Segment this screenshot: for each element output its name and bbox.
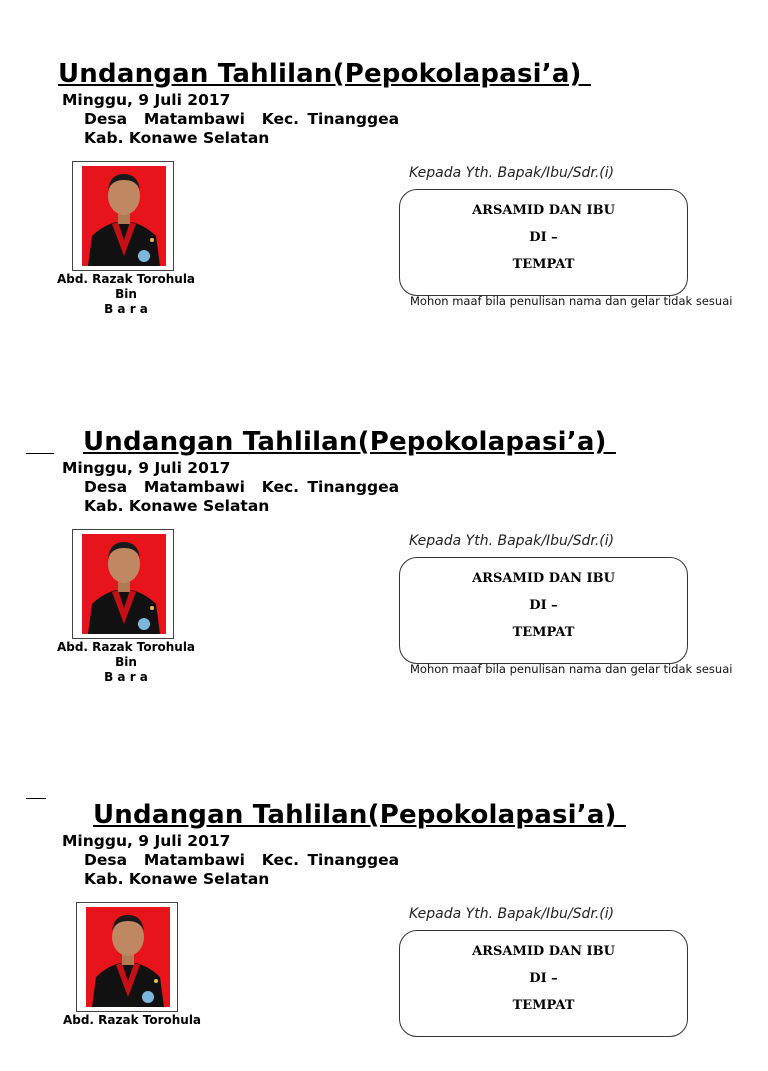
event-date: Minggu, 9 Juli 2017	[62, 91, 231, 109]
person-name-block	[46, 640, 206, 685]
portrait-photo	[82, 534, 166, 634]
recipient-salutation: Kepada Yth. Bapak/Ibu/Sdr.(i)	[409, 533, 615, 549]
person-name: Abd. Razak Torohula	[62, 1013, 202, 1027]
recipient-name: ARSAMID DAN IBU	[472, 203, 615, 218]
recipient-salutation: Kepada Yth. Bapak/Ibu/Sdr.(i)	[409, 165, 615, 181]
recipient-di: DI –	[529, 230, 558, 245]
invitation-title: Undangan Tahlilan(Pepokolapasi’a)	[83, 427, 616, 457]
invitation-title: Undangan Tahlilan(Pepokolapasi’a)	[93, 800, 626, 830]
apology-note: Mohon maaf bila penulisan nama dan gelar tidak sesuai	[410, 294, 733, 308]
address-line-1: Desa Matambawi Kec. Tinanggea	[84, 110, 400, 128]
recipient-box	[399, 930, 688, 1037]
recipient-di: DI –	[529, 598, 558, 613]
invitation-title: Undangan Tahlilan(Pepokolapasi’a)	[58, 59, 591, 89]
recipient-name: ARSAMID DAN IBU	[472, 944, 615, 959]
recipient-salutation: Kepada Yth. Bapak/Ibu/Sdr.(i)	[409, 906, 615, 922]
divider-line	[26, 453, 54, 454]
apology-note: Mohon maaf bila penulisan nama dan gelar tidak sesuai	[410, 662, 733, 676]
recipient-box	[399, 557, 688, 664]
portrait-frame	[72, 161, 174, 271]
person-name: Abd. Razak Torohula	[56, 272, 196, 286]
bin-label: Bin	[115, 655, 137, 669]
portrait-photo	[86, 907, 170, 1007]
portrait-photo	[82, 166, 166, 266]
bin-label: Bin	[115, 287, 137, 301]
recipient-box	[399, 189, 688, 296]
event-date: Minggu, 9 Juli 2017	[62, 459, 231, 477]
invitation-card-3	[0, 741, 768, 1071]
event-date: Minggu, 9 Juli 2017	[62, 832, 231, 850]
recipient-tempat: TEMPAT	[512, 625, 575, 640]
portrait-frame	[72, 529, 174, 639]
person-name: Abd. Razak Torohula	[56, 640, 196, 654]
address-line-2: Kab. Konawe Selatan	[84, 870, 270, 888]
address-line-1: Desa Matambawi Kec. Tinanggea	[84, 851, 400, 869]
recipient-name: ARSAMID DAN IBU	[472, 571, 615, 586]
address-line-2: Kab. Konawe Selatan	[84, 129, 270, 147]
father-name: B a r a	[104, 302, 148, 316]
recipient-tempat: TEMPAT	[512, 998, 575, 1013]
divider-line	[26, 798, 46, 799]
portrait-frame	[76, 902, 178, 1012]
address-line-1: Desa Matambawi Kec. Tinanggea	[84, 478, 400, 496]
address-line-2: Kab. Konawe Selatan	[84, 497, 270, 515]
father-name: B a r a	[104, 670, 148, 684]
person-name-block	[46, 272, 206, 317]
person-name-block	[52, 1013, 212, 1028]
recipient-di: DI –	[529, 971, 558, 986]
invitation-card-1	[0, 0, 768, 330]
recipient-tempat: TEMPAT	[512, 257, 575, 272]
invitation-card-2	[0, 368, 768, 698]
